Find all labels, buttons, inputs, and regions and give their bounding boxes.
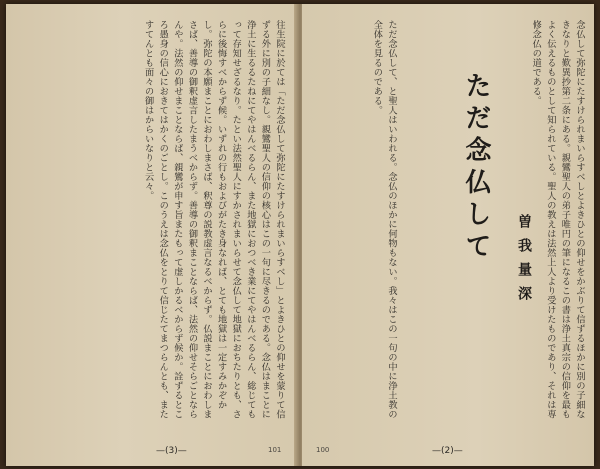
left-page-body-text: 往生院に於ては「ただ念仏して弥陀にたすけられまいらすべし」とよきひとの仰せを蒙りて信ずる外に別の子細なし。親鸞聖人の信仰の核心はこの一句に尽きるのである。念仏はまことに浄土に生るるたねにてやはんべるらん、また地獄におつべき業にてやはんべるらん、総じてもって存知せざるなり。たとい法然聖人にすかされまいらせて念仏して地獄におちたりとも、さらに後悔すべからず候。いずれの行もおよびがたき身なれば、とても地獄は一定すみかぞかし。弥陀の本願まことにおわしまさば、釈尊の説教虚言なるべからず。仏説まことにおわしまさば、善導の御釈虚言したまうべからず。善導の御釈まことならば、法然の仰せそらごとならんや。法然の仰せまことならば、親鸞が申す旨またもって虚しかるべからず候か。詮ずるところ愚身の信心におきてはかくのごとし。このうえは念仏をとりて信じたてまつらんとも、またすてんとも面々の御はからいなりと云々。 xyxy=(142,20,285,419)
right-page-number: —(2)— xyxy=(432,446,463,456)
left-page-ref-number: 101 xyxy=(268,446,282,454)
right-page xyxy=(302,4,594,466)
right-page-lead-text: ただ念仏して、と聖人はいわれる。念仏のほかに何物もない。我々はこの一句の中に浄土教の全体を見るのである。 xyxy=(371,20,397,419)
article-title-block xyxy=(457,64,497,444)
left-page-number: —(3)— xyxy=(156,446,187,456)
book-spread xyxy=(6,4,594,466)
left-page xyxy=(6,4,298,466)
article-title: ただ念仏して xyxy=(461,72,491,264)
article-author: 曽我量深 xyxy=(516,214,532,310)
right-page-ref-number: 100 xyxy=(316,446,330,454)
right-page-body-text: 念仏して弥陀にたすけられまいらすべしとよきひとの仰せをかぶりて信ずるほかに別の子細なきなりと歎異抄第二条にある。親鸞聖人の弟子唯円の筆になるこの書は浄土真宗の信仰を最もよく伝えるものとして知られている。聖人の教えは法然上人より受けたものであり、それは専修念仏の道である。 xyxy=(530,20,585,419)
